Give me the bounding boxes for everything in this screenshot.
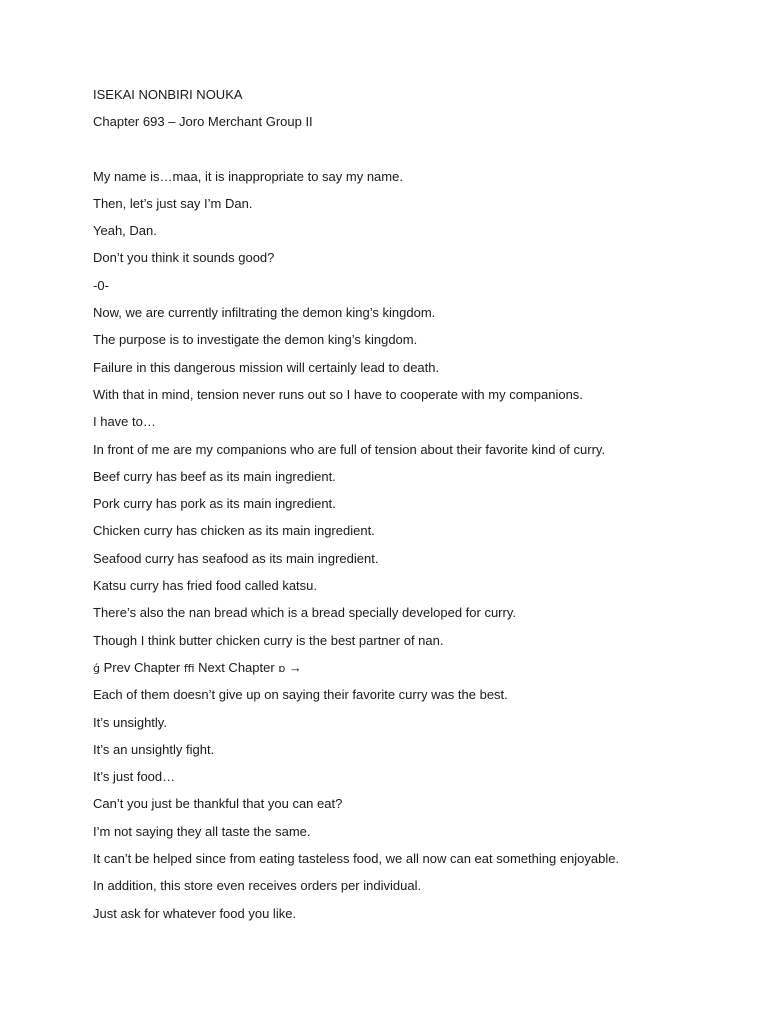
- paragraph: I’m not saying they all taste the same.: [93, 823, 311, 839]
- paragraph: Beef curry has beef as its main ingredient.: [93, 468, 336, 484]
- paragraph: In addition, this store even receives orders per individual.: [93, 878, 422, 894]
- separator-icon: ﬃ: [183, 661, 195, 675]
- paragraph: I have to…: [93, 414, 156, 430]
- paragraph: With that in mind, tension never runs out so I have to cooperate with my companions.: [93, 386, 583, 402]
- paragraph: It’s an unsightly fight.: [93, 741, 215, 757]
- paragraph: Pork curry has pork as its main ingredient.: [93, 496, 336, 512]
- blank-line: [93, 141, 733, 168]
- next-chapter-link[interactable]: Next Chapter: [198, 659, 275, 675]
- chapter-navigation: [93, 659, 733, 677]
- paragraph: Just ask for whatever food you like.: [93, 905, 297, 921]
- prev-icon: ǵ: [93, 661, 100, 675]
- paragraph: My name is…maa, it is inappropriate to say my name.: [93, 168, 403, 184]
- paragraph: Can’t you just be thankful that you can eat?: [93, 796, 343, 812]
- paragraph: In front of me are my companions who are full of tension about their favorite kind of curry.: [93, 441, 606, 457]
- prev-chapter-link[interactable]: Prev Chapter: [103, 659, 181, 675]
- paragraph: Then, let’s just say I’m Dan.: [93, 195, 253, 211]
- paragraph: It can’t be helped since from eating tasteless food, we all now can eat something enjoyable.: [93, 851, 620, 867]
- paragraph: Yeah, Dan.: [93, 223, 157, 239]
- paragraph: Each of them doesn’t give up on saying their favorite curry was the best.: [93, 687, 508, 703]
- paragraph: There’s also the nan bread which is a bread specially developed for curry.: [93, 605, 516, 621]
- next-icon: ɒ: [278, 661, 286, 675]
- section-divider: -0-: [93, 277, 109, 293]
- chapter-title: Chapter 693 – Joro Merchant Group II: [93, 114, 313, 130]
- document-body: [93, 86, 733, 932]
- paragraph: Don’t you think it sounds good?: [93, 250, 275, 266]
- paragraph: Katsu curry has fried food called katsu.: [93, 578, 318, 594]
- paragraph: Chicken curry has chicken as its main ingredient.: [93, 523, 375, 539]
- paragraph: Now, we are currently infiltrating the demon king’s kingdom.: [93, 305, 436, 321]
- series-title: ISEKAI NONBIRI NOUKA: [93, 87, 243, 102]
- paragraph: The purpose is to investigate the demon king’s kingdom.: [93, 332, 418, 348]
- paragraph: It’s unsightly.: [93, 714, 167, 730]
- paragraph: Failure in this dangerous mission will certainly lead to death.: [93, 359, 440, 375]
- paragraph: Though I think butter chicken curry is the best partner of nan.: [93, 632, 444, 648]
- paragraph: It’s just food…: [93, 769, 176, 785]
- arrow-right-icon: →: [288, 659, 302, 675]
- paragraph: Seafood curry has seafood as its main ingredient.: [93, 550, 379, 566]
